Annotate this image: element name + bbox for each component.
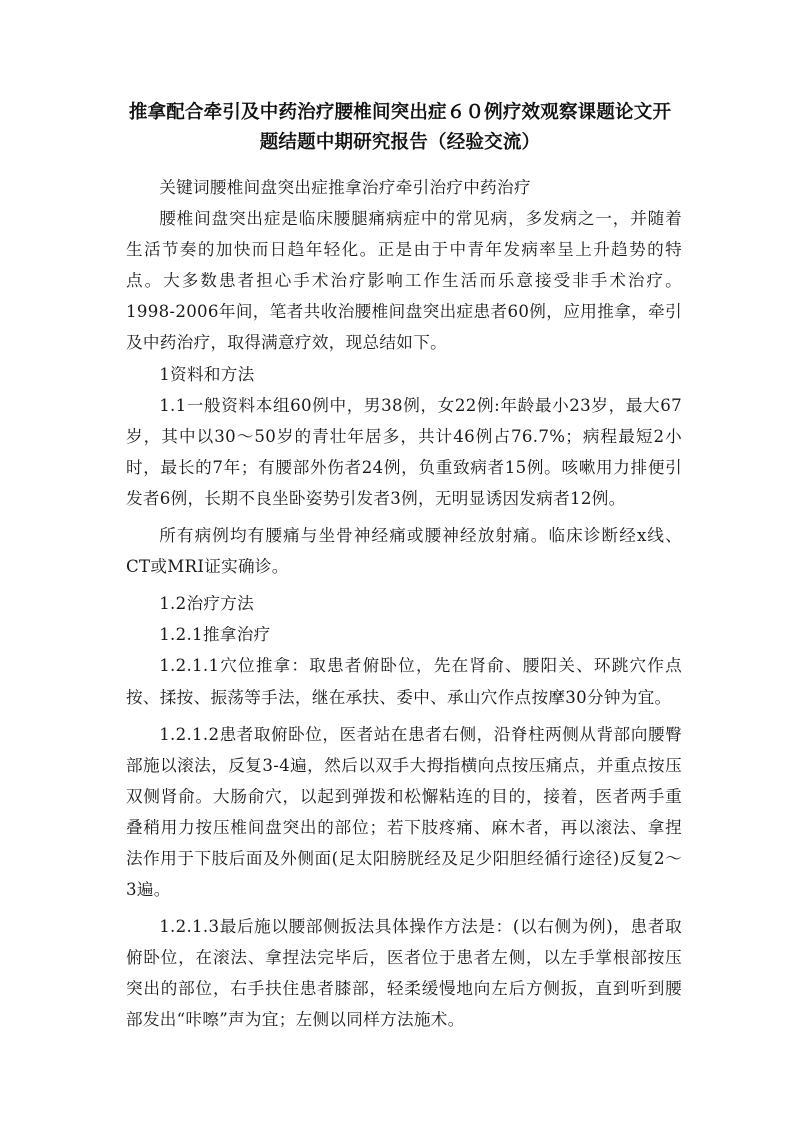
rolling-technique-paragraph: 1.2.1.2患者取俯卧位，医者站在患者右侧，沿脊柱两侧从背部向腰臀部施以滚法，反复3-4遍，然后以双手大拇指横向点按压痛点，并重点按压双侧肾俞。大肠俞穴，以起到弹拨和松懈粘连的目的，接着，医者两手重叠稍用力按压椎间盘突出的部位；若下肢疼痛、麻木者，再以滚法、拿捏法作用于下肢后面及外侧面(足太阳膀胱经及足少阳胆经循行途径)反复2～3遍。 (126, 724, 682, 900)
title-line-2: 题结题中期研究报告（经验交流） (259, 132, 541, 153)
intro-paragraph: 腰椎间盘突出症是临床腰腿痛病症中的常见病，多发病之一，并随着生活节奏的加快而日趋年轻化。正是由于中青年发病率呈上升趋势的特点。大多数患者担心手术治疗影响工作生活而乐意接受非手术治疗。1998-2006年间，笔者共收治腰椎间盘突出症患者60例，应用推拿，牵引及中药治疗，取得满意疗效，现总结如下。 (126, 209, 682, 353)
document-title (100, 98, 700, 158)
document-body (126, 172, 682, 1036)
keywords-paragraph: 关键词腰椎间盘突出症推拿治疗牵引治疗中药治疗 (159, 178, 531, 197)
section-heading-treatment: 1.2治疗方法 (159, 594, 255, 614)
general-data-paragraph: 1.1一般资料本组60例中，男38例，女22例:年龄最小23岁，最大67岁，其中以30～50岁的青壮年居多，共计46例占76.7%；病程最短2小时，最长的7年；有腰部外伤者24例，负重致病者15例。咳嗽用力排便引发者6例，长期不良坐卧姿势引发者3例，无明显诱因发病者12例。 (126, 395, 682, 508)
diagnosis-paragraph: 所有病例均有腰痛与坐骨神经痛或腰神经放射痛。临床诊断经x线、CT或MRI证实确诊。 (126, 526, 682, 577)
section-heading-massage: 1.2.1推拿治疗 (159, 625, 271, 645)
lateral-pull-paragraph: 1.2.1.3最后施以腰部侧扳法具体操作方法是：(以右侧为例)，患者取俯卧位，在滚法、拿捏法完毕后，医者位于患者左侧，以左手掌根部按压突出的部位，右手扶住患者膝部，轻柔缓慢地向左后方侧扳，直到听到腰部发出“咔嚓”声为宜；左侧以同样方法施术。 (126, 917, 682, 1030)
acupoint-massage-paragraph: 1.2.1.1穴位推拿：取患者俯卧位，先在肾俞、腰阳关、环跳穴作点按、揉按、振荡等手法，继在承扶、委中、承山穴作点按摩30分钟为宜。 (126, 656, 682, 707)
section-heading-materials-methods: 1资料和方法 (159, 364, 255, 384)
title-line-1: 推拿配合牵引及中药治疗腰椎间突出症６０例疗效观察课题论文开 (128, 102, 672, 123)
